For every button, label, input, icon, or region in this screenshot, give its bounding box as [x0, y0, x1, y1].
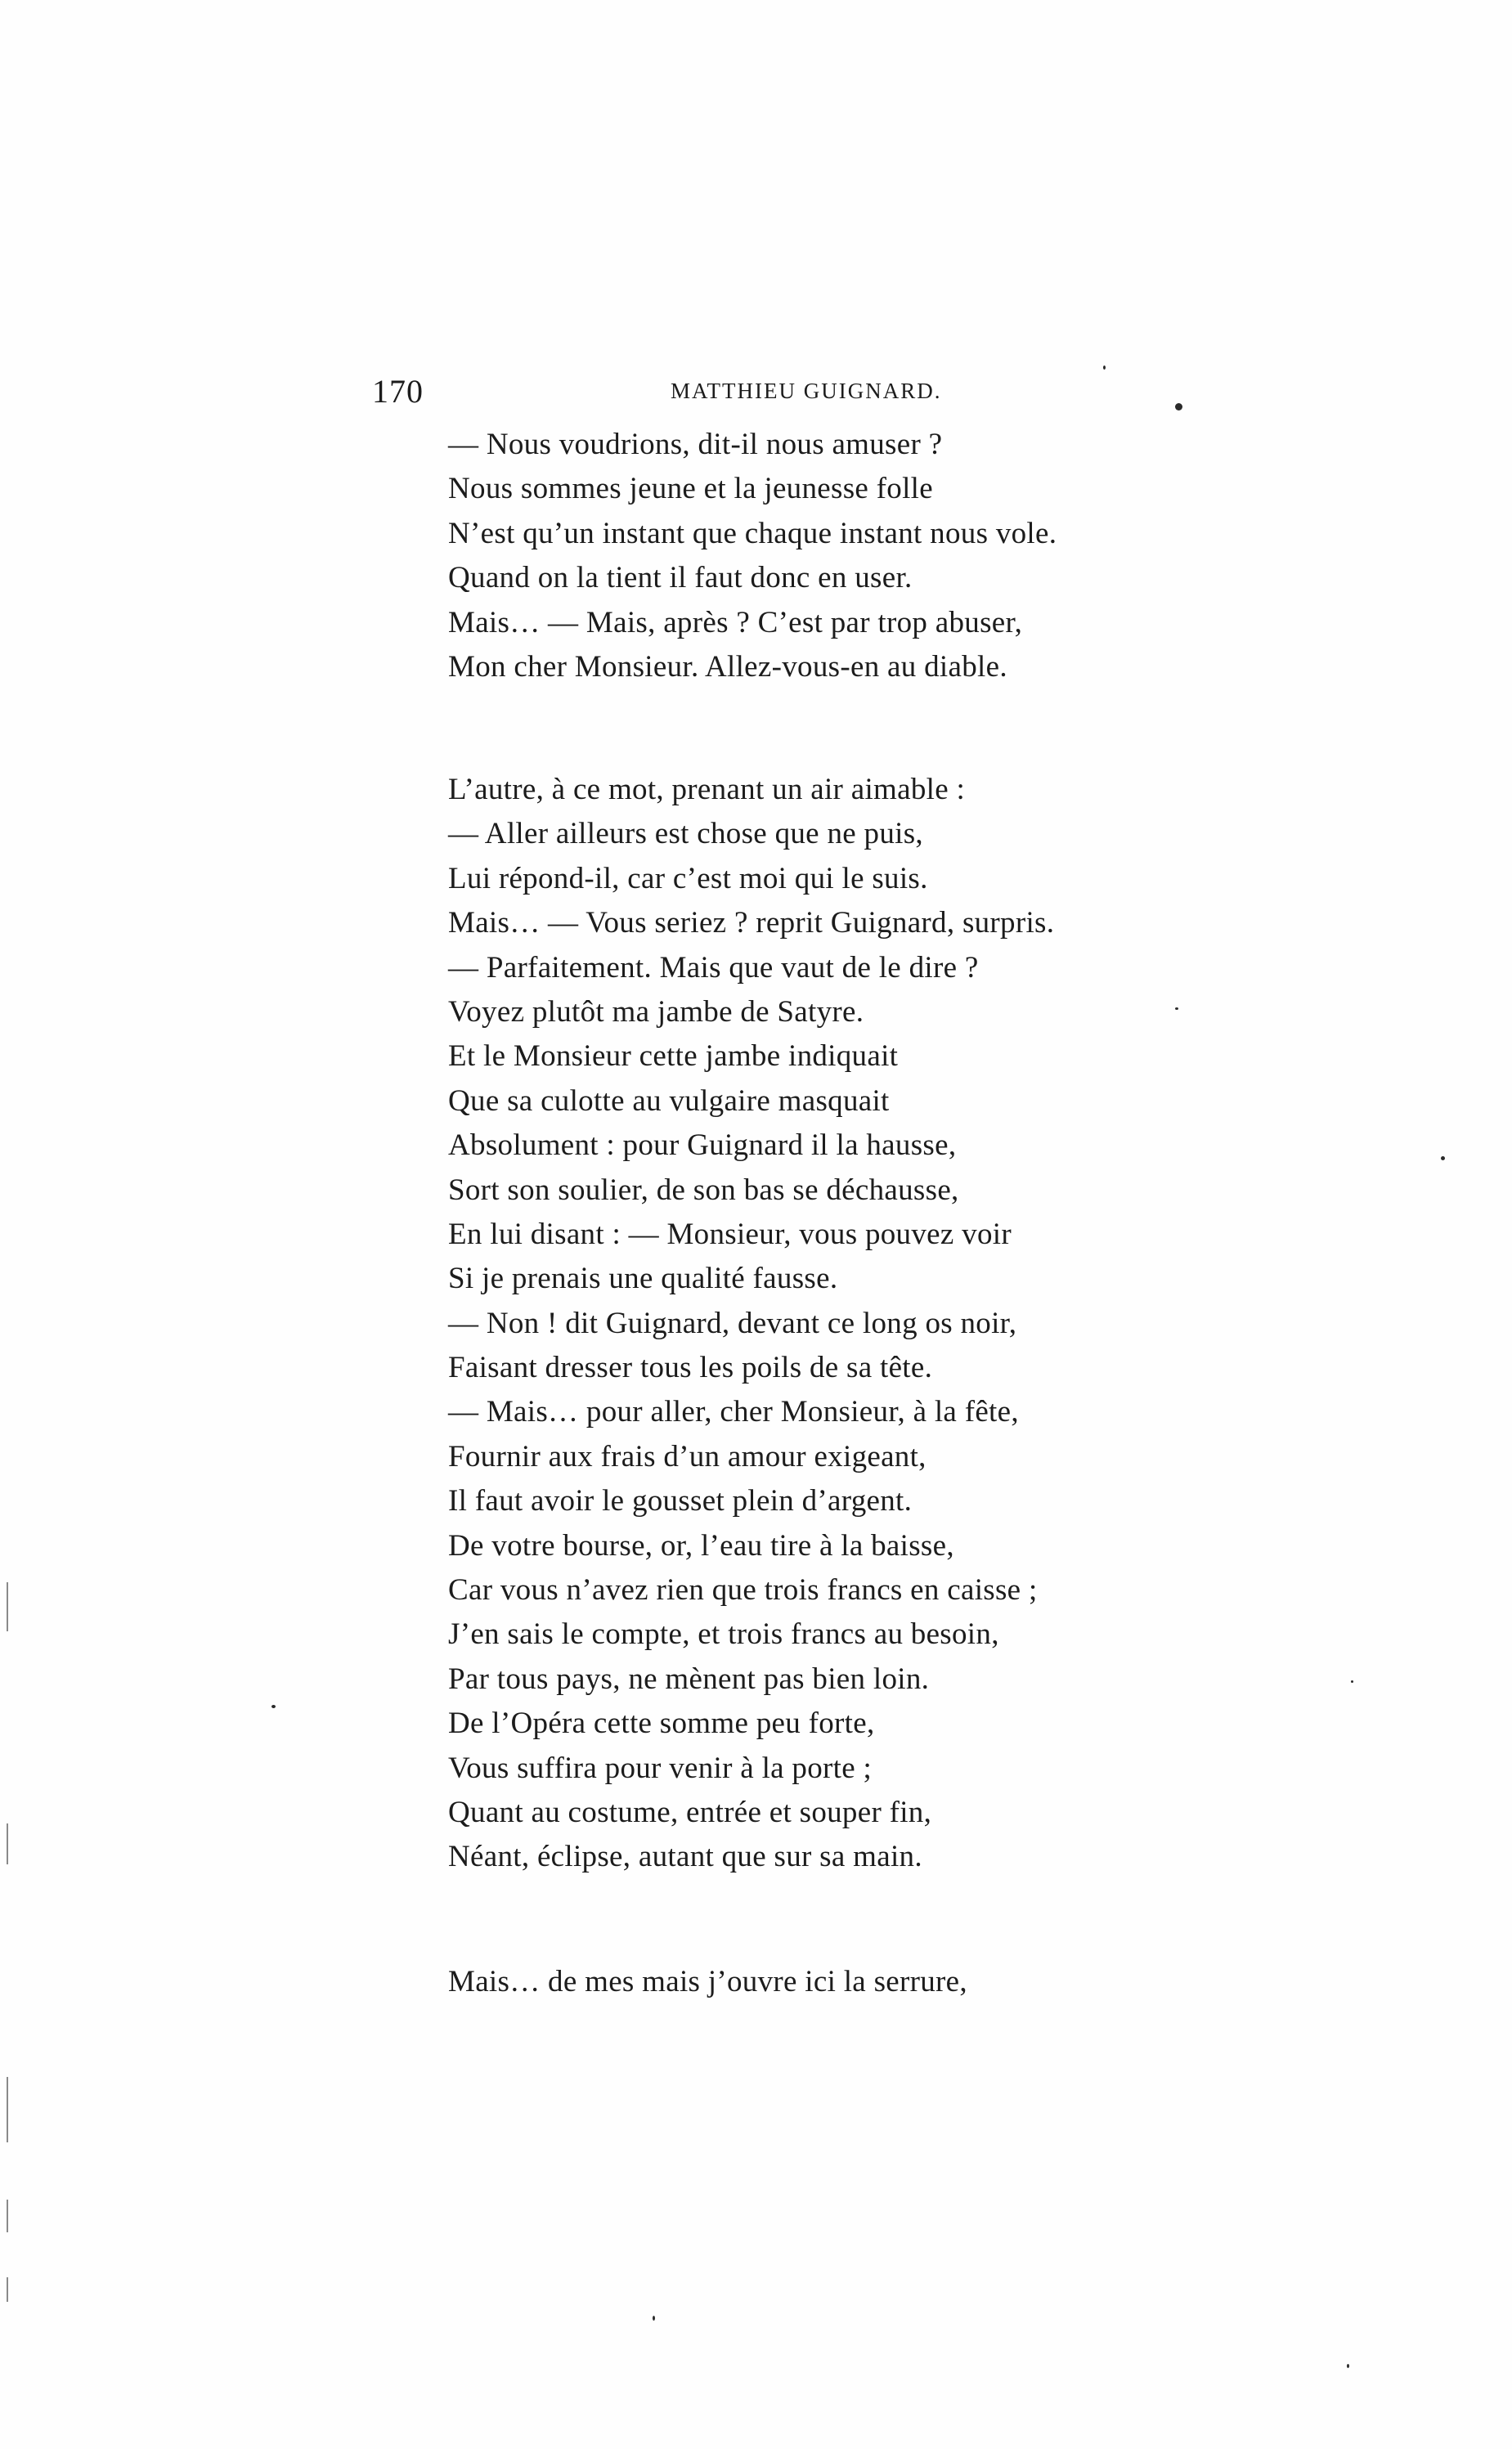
scan-edge-mark — [7, 2077, 8, 2142]
verse-line: Mais… — Vous seriez ? reprit Guignard, surpris. — [448, 906, 1055, 940]
poem-stanza — [448, 1960, 1266, 2004]
verse-line: Quant au costume, entrée et souper fin, — [448, 1795, 932, 1829]
verse-line: Il faut avoir le gousset plein d’argent. — [448, 1484, 913, 1518]
verse-line: Mais… de mes mais j’ouvre ici la serrure, — [448, 1965, 967, 1998]
verse-line: Lui répond-il, car c’est moi qui le suis. — [448, 861, 928, 895]
verse-line: L’autre, à ce mot, prenant un air aimable : — [448, 773, 966, 806]
verse-line: Nous sommes jeune et la jeunesse folle — [448, 472, 933, 506]
verse-line: J’en sais le compte, et trois francs au besoin, — [448, 1617, 999, 1652]
poem-stanza — [448, 423, 1266, 689]
running-title: MATTHIEU GUIGNARD. — [671, 379, 942, 403]
ink-speck — [1351, 1680, 1353, 1683]
verse-line: De l’Opéra cette somme peu forte, — [448, 1707, 875, 1741]
verse-line: Mon cher Monsieur. Allez-vous-en au diable. — [448, 649, 1007, 684]
verse-line: De votre bourse, or, l’eau tire à la baisse, — [448, 1528, 954, 1563]
scan-edge-mark — [7, 2277, 8, 2302]
verse-line: Fournir aux frais d’un amour exigeant, — [448, 1439, 926, 1473]
verse-line: Vous suffira pour venir à la porte ; — [448, 1751, 873, 1785]
verse-line: — Nous voudrions, dit-il nous amuser ? — [448, 428, 943, 461]
verse-line: Quand on la tient il faut donc en user. — [448, 561, 913, 595]
verse-line: Faisant dresser tous les poils de sa tête. — [448, 1351, 933, 1385]
verse-line: Par tous pays, ne mènent pas bien loin. — [448, 1662, 930, 1696]
running-head — [372, 372, 1190, 413]
verse-line: N’est qu’un instant que chaque instant nous vole. — [448, 516, 1057, 550]
verse-line: — Mais… pour aller, cher Monsieur, à la fête, — [448, 1395, 1019, 1429]
verse-line: Voyez plutôt ma jambe de Satyre. — [448, 994, 864, 1029]
ink-speck — [1103, 366, 1106, 370]
poem-stanza — [448, 768, 1266, 1880]
verse-line: En lui disant : — Monsieur, vous pouvez voir — [448, 1217, 1012, 1251]
verse-line: Si je prenais une qualité fausse. — [448, 1262, 838, 1296]
scan-edge-mark — [7, 1823, 8, 1864]
verse-line: Néant, éclipse, autant que sur sa main. — [448, 1840, 922, 1874]
ink-speck — [1441, 1156, 1445, 1160]
verse-line: Que sa culotte au vulgaire masquait — [448, 1083, 890, 1118]
verse-line: Absolument : pour Guignard il la hausse, — [448, 1128, 957, 1163]
verse-line: Mais… — Mais, après ? C’est par trop abuser, — [448, 605, 1023, 639]
ink-speck — [1347, 2364, 1349, 2368]
verse-line: — Parfaitement. Mais que vaut de le dire ? — [448, 950, 979, 985]
verse-line: Sort son soulier, de son bas se déchausse, — [448, 1173, 959, 1207]
scan-edge-mark — [7, 1582, 8, 1631]
verse-line: Et le Monsieur cette jambe indiquait — [448, 1039, 899, 1074]
verse-line: — Aller ailleurs est chose que ne puis, — [448, 817, 923, 851]
verse-line: — Non ! dit Guignard, devant ce long os noir, — [448, 1306, 1017, 1340]
page-number: 170 — [372, 373, 424, 410]
verse-line: Car vous n’avez rien que trois francs en caisse ; — [448, 1573, 1038, 1608]
ink-speck — [1175, 403, 1182, 410]
ink-speck — [653, 2316, 655, 2321]
ink-speck — [271, 1705, 276, 1708]
scan-edge-mark — [7, 2200, 8, 2232]
